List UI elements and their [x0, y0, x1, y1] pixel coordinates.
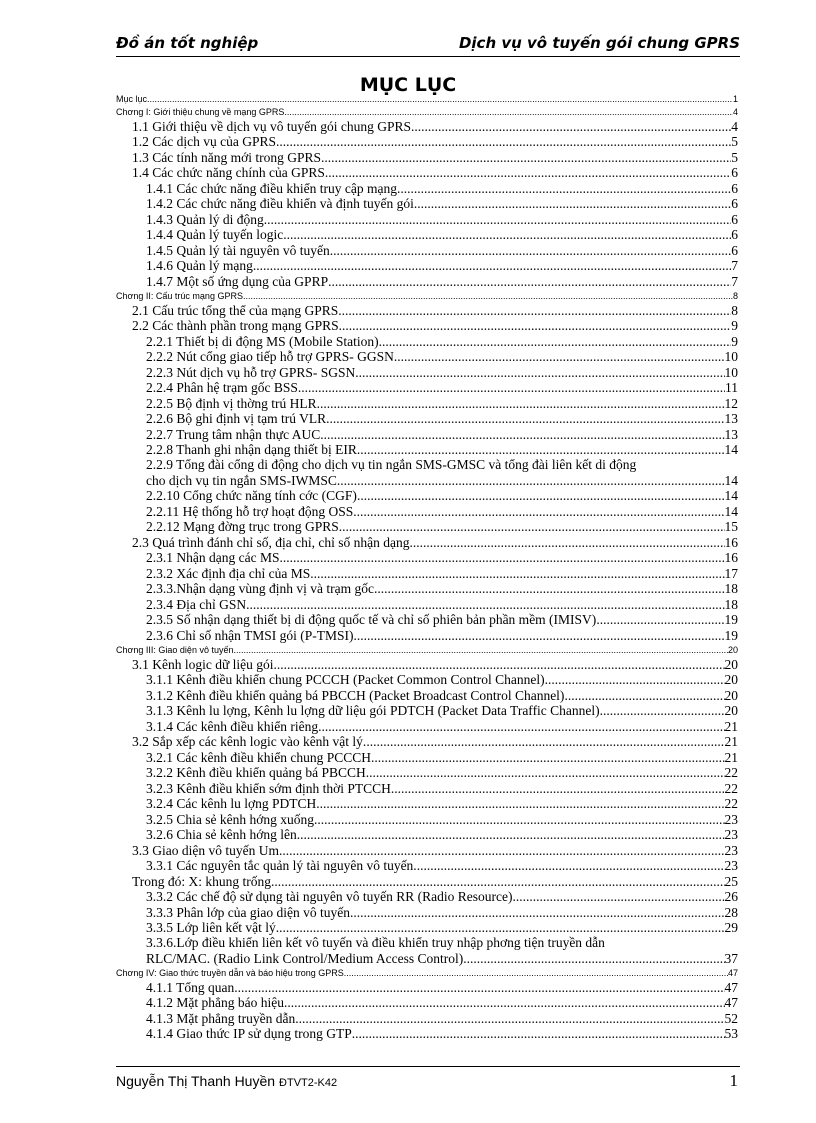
- toc-entry[interactable]: [116, 718, 738, 734]
- toc-entry-title: 2.2.3 Nút dịch vụ hỗ trợ GPRS- SGSN: [146, 364, 356, 380]
- toc-entry-page: 6: [731, 180, 738, 196]
- toc-entry-title: 2.2.11 Hệ thống hỗ trợ hoạt động OSS: [146, 503, 354, 519]
- toc-dot-leader: [394, 781, 724, 796]
- toc-dot-leader: [374, 750, 724, 765]
- toc-entry-page: 16: [724, 534, 738, 550]
- toc-entry[interactable]: [116, 534, 738, 550]
- toc-entry-title: 2.3.4 Địa chỉ GSN: [146, 596, 247, 612]
- toc-dot-leader: [417, 858, 725, 873]
- toc-entry-title: 3.1.3 Kênh lu lợng, Kênh lu lợng dữ liệu gói PDTCH (Packet Data Traffic Channel): [146, 703, 600, 718]
- toc-entry-page: 9: [731, 333, 738, 349]
- toc-entry[interactable]: [116, 966, 738, 980]
- toc-entry-title: 1.3 Các tính năng mới trong GPRS: [132, 149, 322, 165]
- toc-entry[interactable]: [116, 227, 738, 243]
- toc-entry[interactable]: [116, 349, 738, 365]
- toc-entry-title: Chơng III: Giao diện vô tuyến: [116, 645, 234, 655]
- toc-entry-page: 26: [724, 889, 738, 904]
- toc-entry-title: Chơng II: Cấu trúc mạng GPRS: [116, 291, 243, 301]
- toc-dot-leader: [366, 734, 724, 749]
- toc-entry-page: 47: [727, 968, 738, 978]
- toc-entry-page: 18: [724, 581, 738, 596]
- toc-entry[interactable]: [116, 858, 738, 874]
- toc-dot-leader: [350, 905, 725, 920]
- toc-entry-page: 11: [725, 380, 738, 395]
- toc-dot-leader: [284, 995, 725, 1010]
- toc-entry-page: 14: [724, 488, 738, 503]
- toc-dot-leader: [282, 843, 724, 858]
- toc-dot-leader: [564, 688, 724, 703]
- toc-dot-leader: [234, 980, 724, 995]
- toc-dot-leader: [320, 427, 724, 442]
- toc-entry-title: Chơng I: Giới thiệu chung về mạng GPRS: [116, 107, 285, 117]
- toc-entry-title: 1.4.4 Quản lý tuyến logic: [146, 227, 284, 242]
- toc-entry[interactable]: [116, 842, 738, 858]
- toc-entry[interactable]: [116, 612, 738, 628]
- toc-entry[interactable]: [116, 302, 738, 318]
- toc-entry-page: 10: [724, 364, 738, 380]
- toc-entry-title: cho dịch vụ tin ngắn SMS-IWMSC: [146, 472, 337, 488]
- toc-entry[interactable]: [116, 672, 738, 688]
- toc-dot-leader: [339, 318, 732, 333]
- toc-entry-page: 47: [724, 979, 738, 995]
- toc-entry[interactable]: [116, 380, 738, 396]
- toc-entry-page: 52: [724, 1010, 738, 1026]
- toc-entry-title: 3.3.3 Phân lớp của giao diện vô tuyến: [146, 904, 350, 920]
- toc-dot-leader: [317, 396, 725, 411]
- page-footer: [116, 1066, 740, 1097]
- toc-entry[interactable]: [116, 519, 738, 535]
- toc-entry[interactable]: [116, 258, 738, 274]
- toc-entry-page: 7: [731, 273, 738, 289]
- toc-entry-title: 3.2.2 Kênh điều khiển quảng bá PBCCH: [146, 765, 366, 780]
- toc-dot-leader: [283, 227, 731, 242]
- toc-entry-page: 19: [724, 612, 738, 627]
- toc-entry[interactable]: [116, 91, 738, 105]
- toc-entry[interactable]: [116, 873, 738, 889]
- toc-entry-title: 3.2.1 Các kênh điều khiển chung PCCCH.: [146, 749, 375, 765]
- toc-entry-title: 2.3.2 Xác định địa chỉ của MS: [146, 565, 311, 581]
- toc-entry-title: 2.1 Cấu trúc tổng thể của mạng GPRS: [132, 302, 339, 318]
- toc-entry[interactable]: [116, 550, 738, 566]
- toc-entry-page: 18: [724, 596, 738, 612]
- toc-dot-leader: [320, 796, 725, 811]
- toc-entry-title: 1.4.5 Quản lý tài nguyên vô tuyến: [146, 242, 330, 258]
- toc-entry[interactable]: [116, 734, 738, 750]
- toc-entry-title: 3.2.3 Kênh điều khiển sớm định thời PTCCH.: [146, 780, 395, 796]
- toc-entry-page: 28: [724, 904, 738, 920]
- toc-entry[interactable]: [116, 935, 738, 950]
- toc-dot-leader: [279, 550, 724, 565]
- toc-entry-title: 1.4.2 Các chức năng điều khiển và định tuyến gói: [146, 196, 414, 211]
- toc-dot-leader: [339, 519, 725, 534]
- toc-entry-page: 20: [724, 656, 738, 672]
- toc-entry-page: 6: [731, 196, 738, 211]
- toc-entry-title: 3.1 Kênh logic dữ liệu gói.: [132, 656, 277, 672]
- toc-entry[interactable]: [116, 426, 738, 442]
- toc-entry-page: 5: [731, 149, 738, 165]
- toc-entry[interactable]: [116, 196, 738, 212]
- toc-entry-title: Chơng IV: Giao thức truyền dẫn và báo hiệu trong GPRS: [116, 968, 344, 978]
- toc-entry-page: 21: [724, 718, 738, 734]
- toc-entry-page: 16: [724, 550, 738, 565]
- toc-entry-title: 2.3 Quá trình đánh chỉ số, địa chỉ, chỉ số nhận dạng: [132, 534, 410, 550]
- toc-entry-page: 23: [724, 811, 738, 827]
- toc-dot-leader: [321, 150, 731, 165]
- toc-entry-page: 19: [724, 627, 738, 643]
- toc-entry-page: 37: [724, 950, 738, 966]
- toc-entry-title: 1.4.1 Các chức năng điều khiển truy cập mạng: [146, 180, 397, 196]
- toc-entry-title: 4.1.4 Giao thức IP sử dụng trong GTP: [146, 1026, 352, 1041]
- toc-entry[interactable]: [116, 827, 738, 843]
- toc-dot-leader: [338, 303, 731, 318]
- toc-entry[interactable]: [116, 889, 738, 905]
- toc-entry[interactable]: [116, 979, 738, 995]
- toc-entry-page: 23: [724, 842, 738, 858]
- toc-dot-leader: [297, 827, 725, 842]
- toc-entry[interactable]: [116, 904, 738, 920]
- toc-entry-title: 3.2 Sắp xếp các kênh logic vào kênh vật lý.: [132, 734, 367, 749]
- toc-entry-page: 14: [724, 442, 738, 457]
- toc-dot-leader: [409, 535, 724, 550]
- toc-dot-leader: [310, 566, 724, 581]
- toc-entry[interactable]: [116, 289, 738, 303]
- toc-entry-title: 2.2.7 Trung tâm nhận thực AUC: [146, 426, 321, 442]
- toc-entry[interactable]: [116, 242, 738, 258]
- toc-entry[interactable]: [116, 273, 738, 289]
- toc-entry-title: 3.3.6.Lớp điều khiển liên kết vô tuyến và điều khiển truy nhập phơng tiện truyền dẫn: [146, 935, 605, 950]
- toc-entry-title: 2.2 Các thành phần trong mạng GPRS: [132, 318, 339, 333]
- toc-entry-title: 1.1 Giới thiệu về dịch vụ vô tuyến gói chung GPRS: [132, 118, 411, 134]
- page-title: MỤC LỤC: [359, 74, 457, 96]
- toc-entry-title: 2.2.2 Nút cổng giao tiếp hỗ trợ GPRS- GGSN: [146, 349, 394, 364]
- toc-entry-page: 22: [724, 780, 738, 796]
- toc-entry[interactable]: [116, 395, 738, 411]
- toc-dot-leader: [328, 274, 731, 289]
- toc-entry[interactable]: [116, 364, 738, 380]
- toc-entry[interactable]: [116, 134, 738, 150]
- toc-entry-page: 9: [731, 318, 738, 333]
- toc-entry-title: 4.1.3 Mặt phẳng truyền dẫn: [146, 1010, 296, 1026]
- toc-entry-title: 2.2.6 Bộ ghi định vị tạm trú VLR: [146, 411, 327, 426]
- toc-dot-leader: [379, 334, 732, 349]
- toc-entry-title: 2.3.3.Nhận dạng vùng định vị và trạm gốc: [146, 581, 374, 596]
- toc-entry-title: RLC/MAC. (Radio Link Control/Medium Access Control): [146, 950, 464, 966]
- toc-entry-page: 23: [724, 827, 738, 842]
- toc-entry-page: 5: [731, 134, 738, 149]
- toc-entry-title: 3.3.5 Lớp liên kết vật lý: [146, 920, 276, 935]
- toc-entry[interactable]: [116, 950, 738, 966]
- table-of-contents: [116, 91, 738, 1041]
- toc-entry-page: 14: [724, 472, 738, 488]
- toc-entry-title: 2.3.5 Số nhận dạng thiết bị di động quốc tế và chỉ số phiên bản phần mềm (IMISV): [146, 612, 597, 627]
- toc-entry-page: 8: [731, 302, 738, 318]
- toc-entry-title: 3.1.4 Các kênh điều khiển riêng: [146, 718, 319, 734]
- footer-class: ĐTVT2-K42: [279, 1077, 338, 1089]
- toc-entry-title: 4.1.1 Tổng quan: [146, 979, 235, 995]
- toc-entry-title: Mục lục: [116, 93, 148, 104]
- toc-entry-page: 21: [724, 749, 738, 765]
- toc-dot-leader: [394, 349, 725, 364]
- toc-dot-leader: [276, 920, 725, 935]
- toc-dot-leader: [246, 597, 724, 612]
- toc-entry-title: Trong đó: X: khung trống.: [132, 873, 275, 889]
- toc-entry-title: 3.1.2 Kênh điều khiển quảng bá PBCCH (Packet Broadcast Control Channel): [146, 687, 565, 703]
- toc-entry-page: 20: [724, 687, 738, 703]
- toc-dot-leader: [374, 581, 725, 596]
- toc-entry[interactable]: [116, 211, 738, 227]
- toc-entry-page: 29: [724, 920, 738, 935]
- header-right: Dịch vụ vô tuyến gói chung GPRS: [458, 34, 740, 52]
- footer-page-number: 1: [729, 1071, 738, 1090]
- toc-entry-page: 6: [731, 165, 738, 180]
- toc-entry-page: 7: [731, 258, 738, 273]
- footer-author: [116, 1073, 337, 1089]
- toc-dot-leader: [353, 504, 724, 519]
- page-header: [116, 30, 740, 57]
- toc-entry-title: 1.4.6 Quản lý mạng: [146, 258, 253, 273]
- toc-entry[interactable]: [116, 796, 738, 812]
- toc-entry-page: 6: [731, 227, 738, 242]
- toc-entry[interactable]: [116, 442, 738, 458]
- toc-entry[interactable]: [116, 596, 738, 612]
- toc-entry[interactable]: [116, 1010, 738, 1026]
- toc-entry-page: 13: [724, 411, 738, 426]
- toc-entry-title: 1.2 Các dịch vụ của GPRS: [132, 134, 276, 149]
- toc-entry[interactable]: [116, 488, 738, 504]
- toc-dot-leader: [147, 94, 733, 105]
- toc-entry-title: 3.2.4 Các kênh lu lợng PDTCH.: [146, 796, 320, 811]
- toc-entry-page: 20: [727, 645, 738, 655]
- toc-entry-page: 1: [732, 93, 738, 104]
- toc-entry[interactable]: [116, 165, 738, 181]
- toc-entry-title: 2.2.12 Mạng đờng trục trong GPRS: [146, 519, 339, 534]
- toc-entry-page: 23: [724, 858, 738, 873]
- toc-entry[interactable]: [116, 811, 738, 827]
- toc-dot-leader: [243, 291, 733, 302]
- toc-dot-leader: [264, 212, 732, 227]
- toc-dot-leader: [545, 672, 725, 687]
- toc-entry-title: 3.2.6 Chia sẻ kênh hớng lên: [146, 827, 297, 842]
- toc-entry-page: 14: [724, 503, 738, 519]
- toc-dot-leader: [276, 134, 731, 149]
- toc-entry-page: 6: [731, 211, 738, 227]
- toc-entry[interactable]: [116, 780, 738, 796]
- toc-entry-page: 4: [732, 107, 738, 117]
- toc-entry[interactable]: [116, 581, 738, 597]
- toc-dot-leader: [357, 488, 725, 503]
- toc-dot-leader: [284, 107, 733, 118]
- toc-entry-page: 22: [724, 796, 738, 811]
- toc-dot-leader: [411, 119, 731, 134]
- toc-entry-page: 17: [724, 565, 738, 581]
- toc-entry[interactable]: [116, 180, 738, 196]
- toc-entry-page: 15: [724, 519, 738, 534]
- toc-entry-page: 12: [724, 395, 738, 411]
- toc-dot-leader: [326, 411, 724, 426]
- toc-dot-leader: [318, 719, 724, 734]
- toc-dot-leader: [414, 196, 731, 211]
- toc-entry-title: 2.2.1 Thiết bị di động MS (Mobile Station): [146, 333, 379, 349]
- toc-dot-leader: [344, 968, 728, 979]
- toc-dot-leader: [366, 765, 725, 780]
- toc-entry[interactable]: [116, 411, 738, 427]
- toc-dot-leader: [314, 812, 725, 827]
- toc-entry[interactable]: [116, 656, 738, 672]
- toc-entry-page: 25: [724, 873, 738, 889]
- toc-entry[interactable]: [116, 105, 738, 119]
- toc-entry-title: 3.3.1 Các nguyên tắc quản lý tài nguyên vô tuyến.: [146, 858, 417, 873]
- toc-entry[interactable]: [116, 503, 738, 519]
- toc-entry-page: 6: [731, 242, 738, 258]
- toc-entry[interactable]: [116, 687, 738, 703]
- header-left: Đồ án tốt nghiệp: [116, 34, 259, 52]
- toc-entry[interactable]: [116, 472, 738, 488]
- toc-entry[interactable]: [116, 703, 738, 719]
- toc-entry[interactable]: [116, 565, 738, 581]
- toc-entry[interactable]: [116, 765, 738, 781]
- toc-entry[interactable]: [116, 995, 738, 1011]
- toc-entry-page: 22: [724, 765, 738, 780]
- toc-entry-title: 2.3.1 Nhận dạng các MS: [146, 550, 280, 565]
- footer-author-name: Nguyễn Thị Thanh Huyền: [116, 1073, 276, 1089]
- toc-entry-title: 2.2.9 Tổng đài cổng di động cho dịch vụ tin ngắn SMS-GMSC và tổng đài liên kết di động: [146, 457, 637, 472]
- toc-dot-leader: [330, 243, 732, 258]
- toc-entry-title: 2.2.5 Bộ định vị thờng trú HLR: [146, 395, 317, 411]
- toc-dot-leader: [596, 612, 724, 627]
- toc-entry[interactable]: [116, 1026, 738, 1042]
- toc-entry[interactable]: [116, 457, 738, 472]
- toc-entry-title: 3.3.2 Các chế độ sử dụng tài nguyên vô tuyến RR (Radio Resource): [146, 889, 513, 904]
- toc-entry-title: 3.2.5 Chia sẻ kênh hớng xuống: [146, 811, 314, 827]
- toc-entry[interactable]: [116, 627, 738, 643]
- toc-entry-page: 53: [724, 1026, 738, 1041]
- toc-dot-leader: [295, 1011, 724, 1026]
- toc-entry-title: 2.2.8 Thanh ghi nhận dạng thiết bị EIR: [146, 442, 357, 457]
- toc-entry[interactable]: [116, 920, 738, 936]
- toc-dot-leader: [337, 473, 725, 488]
- toc-dot-leader: [397, 181, 731, 196]
- toc-dot-leader: [277, 657, 725, 672]
- toc-entry-page: 21: [724, 734, 738, 749]
- toc-entry-page: 20: [724, 672, 738, 687]
- toc-entry-title: 1.4.7 Một số ứng dụng của GPRP: [146, 273, 329, 289]
- toc-entry-page: 47: [724, 995, 738, 1010]
- toc-entry-page: 4: [731, 118, 738, 134]
- toc-dot-leader: [355, 365, 724, 380]
- toc-entry[interactable]: [116, 118, 738, 134]
- toc-entry-title: 3.1.1 Kênh điều khiển chung PCCCH (Packet Common Control Channel): [146, 672, 545, 687]
- toc-dot-leader: [463, 951, 724, 966]
- toc-entry-title: 1.4.3 Quản lý di động: [146, 211, 264, 227]
- toc-entry-title: 2.2.4 Phân hệ trạm gốc BSS: [146, 380, 298, 395]
- toc-entry-title: 4.1.2 Mặt phẳng báo hiệu: [146, 995, 284, 1010]
- toc-dot-leader: [600, 703, 725, 718]
- toc-dot-leader: [233, 645, 728, 656]
- toc-entry[interactable]: [116, 333, 738, 349]
- toc-dot-leader: [357, 442, 725, 457]
- toc-entry-page: 10: [724, 349, 738, 364]
- toc-entry[interactable]: [116, 643, 738, 657]
- toc-entry[interactable]: [116, 318, 738, 334]
- toc-entry-title: 1.4 Các chức năng chính của GPRS: [132, 165, 325, 180]
- toc-dot-leader: [298, 380, 725, 395]
- toc-dot-leader: [253, 258, 731, 273]
- toc-entry-page: 13: [724, 426, 738, 442]
- toc-entry-title: 3.3 Giao diện vô tuyến Um.: [132, 842, 283, 858]
- toc-entry-page: 8: [732, 291, 738, 301]
- toc-dot-leader: [325, 165, 731, 180]
- toc-dot-leader: [274, 874, 724, 889]
- toc-entry-title: 2.3.6 Chỉ số nhận TMSI gói (P-TMSI): [146, 627, 354, 643]
- toc-dot-leader: [354, 628, 725, 643]
- toc-entry-title: 2.2.10 Cổng chức năng tính cớc (CGF): [146, 488, 357, 503]
- toc-dot-leader: [513, 889, 725, 904]
- toc-dot-leader: [352, 1026, 725, 1041]
- toc-entry-page: 20: [724, 703, 738, 718]
- toc-entry[interactable]: [116, 749, 738, 765]
- toc-entry[interactable]: [116, 149, 738, 165]
